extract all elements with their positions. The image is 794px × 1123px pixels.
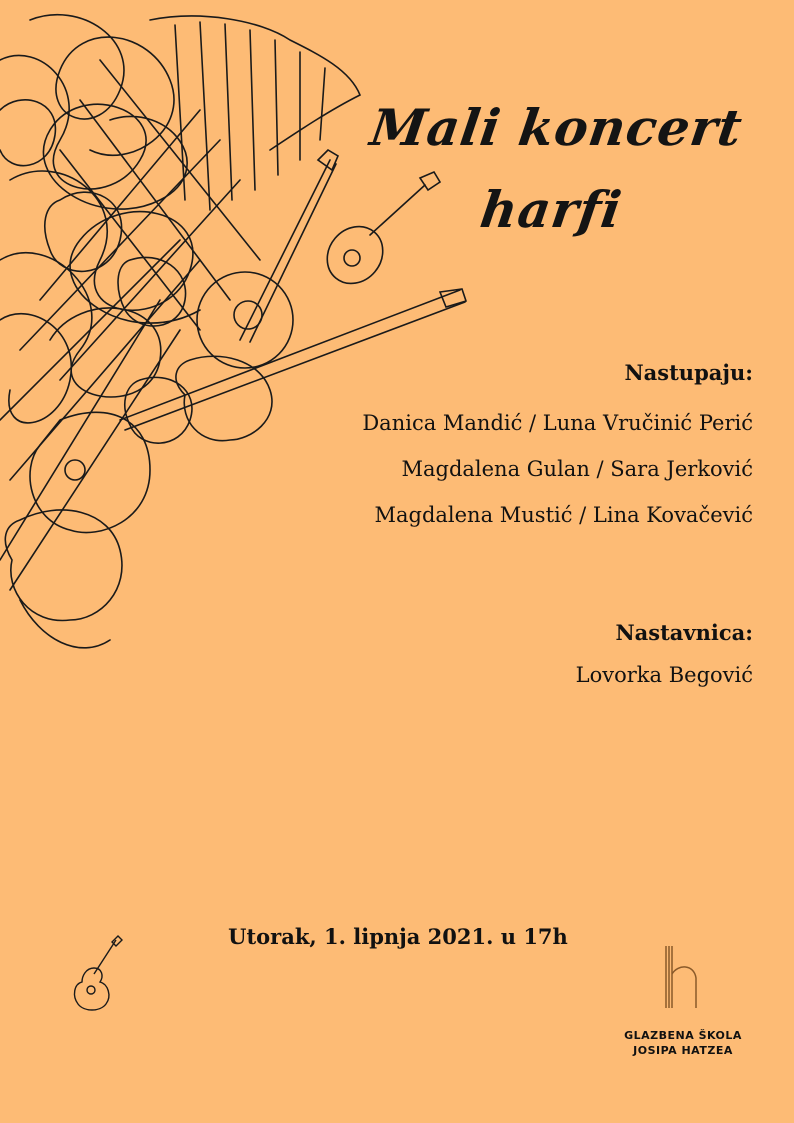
performer-line: Magdalena Gulan / Sara Jerković xyxy=(401,457,753,481)
school-logo xyxy=(620,944,746,1058)
performers-heading: Nastupaju: xyxy=(624,360,753,385)
school-name-line-2: JOSIPA HATZEA xyxy=(633,1044,733,1057)
title-line-2: harfi xyxy=(477,180,627,239)
title-line-1: Mali koncert xyxy=(366,98,747,157)
performer-line: Danica Mandić / Luna Vručinić Perić xyxy=(362,411,753,435)
school-logo-icon xyxy=(658,944,708,1010)
teacher-heading: Nastavnica: xyxy=(615,620,753,645)
performers-section xyxy=(362,360,753,538)
event-date-text: Utorak, 1. lipnja 2021. u 17h xyxy=(228,924,568,949)
performer-line: Magdalena Mustić / Lina Kovačević xyxy=(374,503,753,527)
teacher-section xyxy=(576,620,753,690)
guitar-icon xyxy=(68,934,128,1014)
school-name xyxy=(620,1028,746,1058)
school-name-line-1: GLAZBENA ŠKOLA xyxy=(624,1029,742,1042)
teacher-name: Lovorka Begović xyxy=(575,663,753,687)
